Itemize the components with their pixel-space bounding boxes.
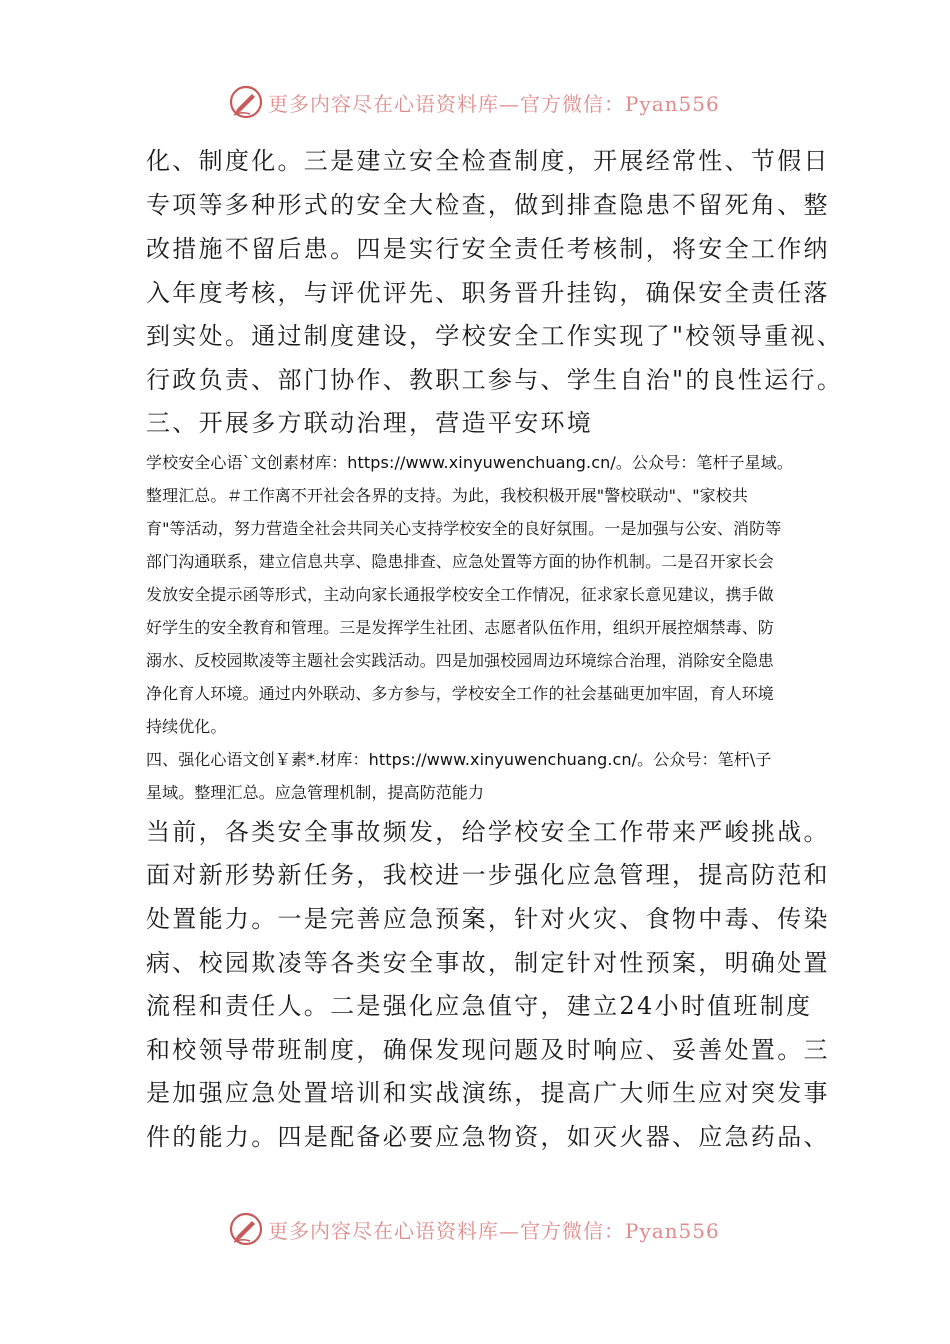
paragraph-line: 件的能力。四是配备必要应急物资，如灭火器、应急药品、	[146, 1123, 830, 1151]
paragraph-line: 育"等活动，努力营造全社会共同关心支持学校安全的良好氛围。一是加强与公安、消防等	[146, 519, 782, 538]
paragraph-line: 整理汇总。＃工作离不开社会各界的支持。为此，我校积极开展"警校联动"、"家校共	[146, 486, 748, 505]
paragraph-line: 入年度考核，与评优评先、职务晋升挂钩，确保安全责任落	[146, 279, 830, 307]
paragraph-line: 化、制度化。三是建立安全检查制度，开展经常性、节假日	[146, 147, 830, 175]
paragraph-line: 专项等多种形式的安全大检查，做到排查隐患不留死角、整	[146, 191, 830, 219]
paragraph-line: 溺水、反校园欺凌等主题社会实践活动。四是加强校园周边环境综合治理，消除安全隐患	[146, 651, 774, 670]
pen-seal-icon	[228, 84, 264, 120]
paragraph-line: 当前，各类安全事故频发，给学校安全工作带来严峻挑战。	[146, 818, 830, 846]
header-watermark-text: 更多内容尽在心语资料库—官方微信：Pyan556	[268, 91, 720, 116]
header-watermark	[228, 82, 720, 122]
paragraph-line: 学校安全心语`文创素材库：https://www.xinyuwenchuang.cn/。公众号：笔杆子星域。	[146, 453, 793, 472]
paragraph-line: 到实处。通过制度建设，学校安全工作实现了"校领导重视、	[146, 322, 844, 350]
paragraph-line: 面对新形势新任务，我校进一步强化应急管理，提高防范和	[146, 861, 830, 889]
paragraph-line: 处置能力。一是完善应急预案，针对火灾、食物中毒、传染	[146, 905, 830, 933]
paragraph-line: 和校领导带班制度，确保发现问题及时响应、妥善处置。三	[146, 1036, 830, 1064]
paragraph-line: 病、校园欺凌等各类安全事故，制定针对性预案，明确处置	[146, 949, 830, 977]
paragraph-line: 发放安全提示函等形式，主动向家长通报学校安全工作情况，征求家长意见建议，携手做	[146, 585, 774, 604]
paragraph-line: 改措施不留后患。四是实行安全责任考核制，将安全工作纳	[146, 235, 830, 263]
footer-watermark-text: 更多内容尽在心语资料库—官方微信：Pyan556	[268, 1218, 720, 1243]
paragraph-line: 好学生的安全教育和管理。三是发挥学生社团、志愿者队伍作用，组织开展控烟禁毒、防	[146, 618, 774, 637]
footer-watermark	[228, 1209, 720, 1249]
paragraph-line: 行政负责、部门协作、教职工参与、学生自治"的良性运行。	[146, 366, 844, 394]
paragraph-line: 部门沟通联系，建立信息共享、隐患排查、应急处置等方面的协作机制。二是召开家长会	[146, 552, 774, 571]
paragraph-line: 净化育人环境。通过内外联动、多方参与，学校安全工作的社会基础更加牢固，育人环境	[146, 684, 774, 703]
paragraph-line: 持续优化。	[146, 717, 227, 736]
paragraph-line: 四、强化心语文创￥素*.材库：https://www.xinyuwenchuang.cn/。公众号：笔杆\子	[146, 750, 772, 769]
section-heading: 三、开展多方联动治理，营造平安环境	[146, 409, 594, 437]
paragraph-line: 星域。整理汇总。应急管理机制，提高防范能力	[146, 783, 485, 802]
paragraph-line: 是加强应急处置培训和实战演练，提高广大师生应对突发事	[146, 1079, 830, 1107]
paragraph-line: 流程和责任人。二是强化应急值守，建立24小时值班制度	[146, 992, 813, 1020]
pen-seal-icon	[228, 1211, 264, 1247]
